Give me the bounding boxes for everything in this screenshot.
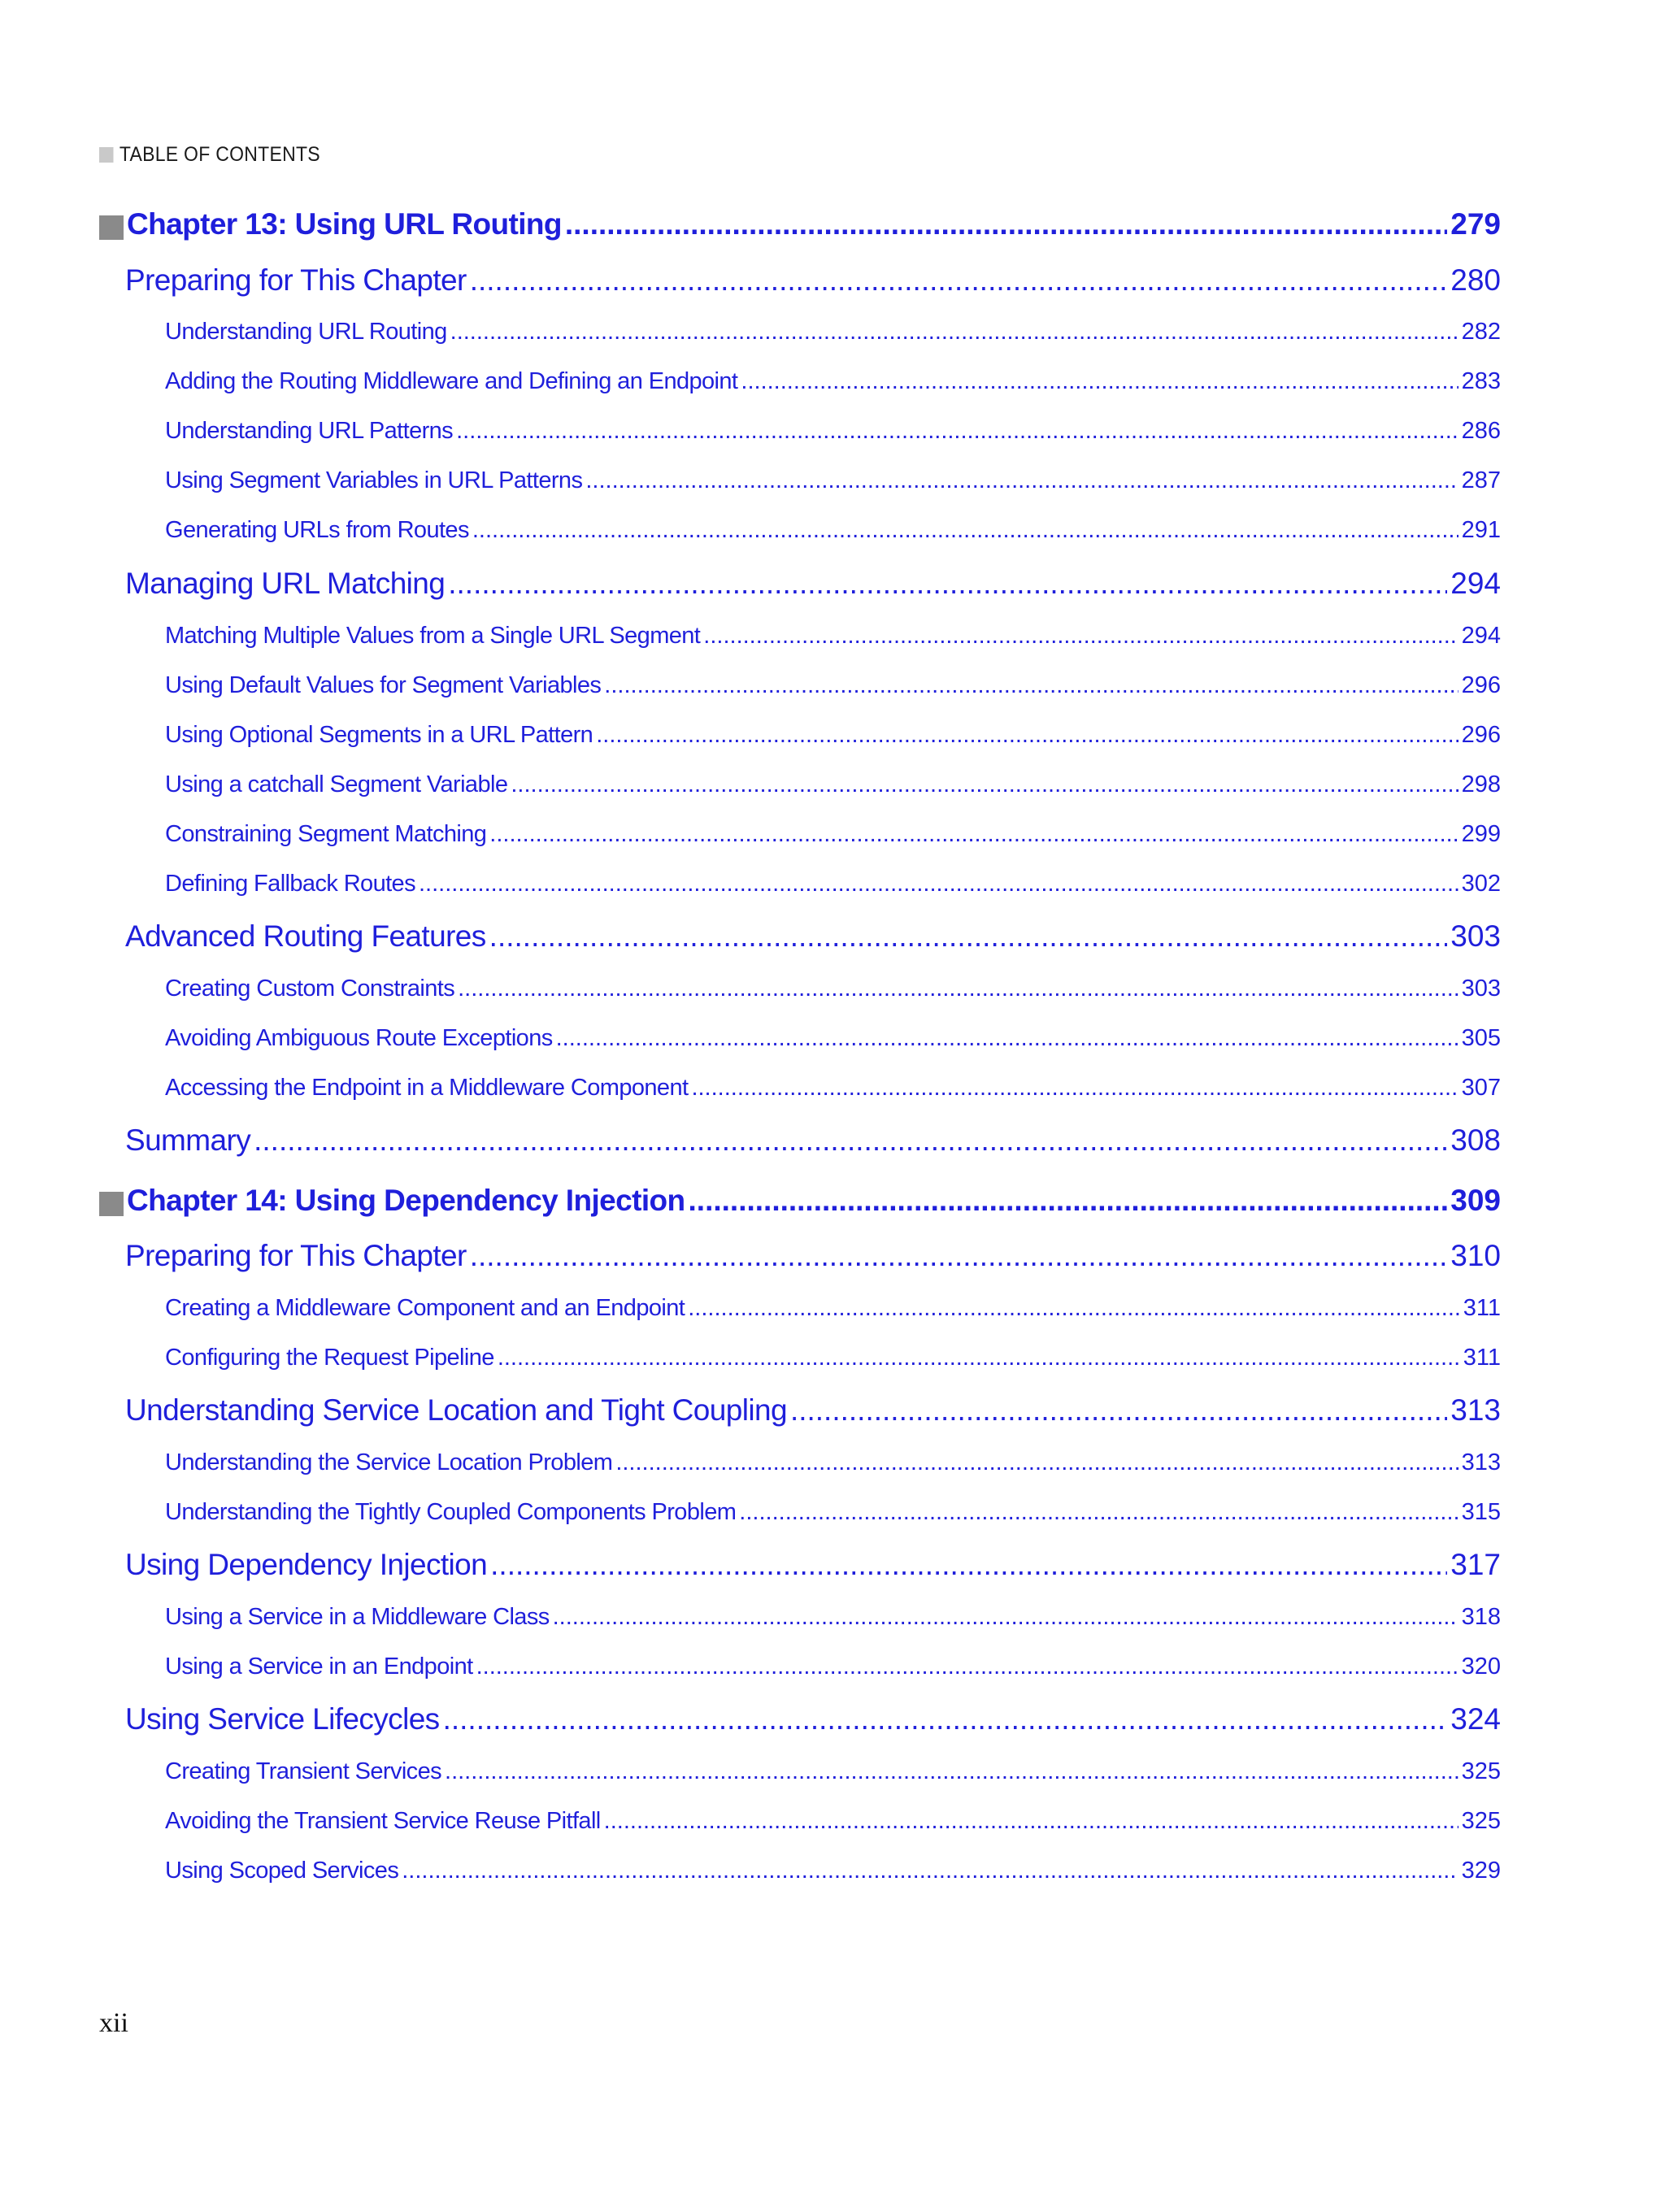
- page-number: xii: [99, 2008, 128, 2038]
- header-square-icon: [99, 147, 113, 163]
- dot-leader: [402, 1858, 1458, 1884]
- toc-entry-title: Understanding Service Location and Tight Coupling: [125, 1393, 787, 1427]
- toc-entry-sub[interactable]: [165, 1499, 1501, 1532]
- toc-entry-section[interactable]: [125, 567, 1501, 607]
- toc-entry-page: 303: [1450, 919, 1501, 953]
- dot-leader: [458, 976, 1458, 1002]
- toc-entry-sub[interactable]: [165, 821, 1501, 854]
- toc-entry-page: 283: [1461, 368, 1501, 394]
- toc-entry-title: Creating Transient Services: [165, 1758, 442, 1784]
- toc-entry-title: Defining Fallback Routes: [165, 871, 415, 897]
- toc-entry-page: 313: [1450, 1393, 1501, 1427]
- dot-leader: [688, 1295, 1460, 1322]
- toc-entry-title: Understanding the Service Location Problem: [165, 1449, 613, 1475]
- toc-entry-page: 298: [1461, 771, 1501, 797]
- toc-entry-page: 317: [1450, 1548, 1501, 1581]
- dot-leader: [476, 1654, 1459, 1680]
- toc-entry-title: Using Optional Segments in a URL Pattern: [165, 722, 593, 748]
- toc-entry-sub[interactable]: [165, 1449, 1501, 1482]
- toc-entry-sub[interactable]: [165, 368, 1501, 401]
- dot-leader: [445, 1758, 1459, 1785]
- toc-entry-page: 311: [1463, 1345, 1501, 1371]
- toc-entry-page: 294: [1461, 623, 1501, 649]
- toc-entry-sub[interactable]: [165, 1345, 1501, 1377]
- toc-entry-page: 296: [1461, 672, 1501, 698]
- toc-entry-title: Constraining Segment Matching: [165, 821, 487, 847]
- toc-entry-sub[interactable]: [165, 1025, 1501, 1058]
- toc-entry-page: 294: [1450, 567, 1501, 600]
- toc-entry-title: Using Dependency Injection: [125, 1548, 488, 1581]
- running-header-text: TABLE OF CONTENTS: [119, 143, 320, 166]
- toc-entry-page: 320: [1461, 1654, 1501, 1680]
- toc-entry-page: 307: [1461, 1075, 1501, 1101]
- dot-leader: [490, 1548, 1447, 1582]
- toc-entry-title: Advanced Routing Features: [125, 919, 486, 953]
- toc-entry-section[interactable]: [125, 1702, 1501, 1743]
- toc-entry-title: Understanding the Tightly Coupled Components Problem: [165, 1499, 737, 1525]
- toc-entry-sub[interactable]: [165, 517, 1501, 550]
- toc-entry-chapter[interactable]: [99, 1184, 1501, 1224]
- toc-entry-page: 309: [1450, 1184, 1501, 1217]
- dot-leader: [489, 919, 1448, 954]
- toc-entry-sub[interactable]: [165, 976, 1501, 1008]
- toc-entry-page: 318: [1461, 1604, 1501, 1630]
- toc-entry-title: Using Scoped Services: [165, 1858, 399, 1884]
- toc-entry-page: 282: [1461, 319, 1501, 345]
- dot-leader: [470, 1239, 1448, 1273]
- toc-entry-sub[interactable]: [165, 722, 1501, 754]
- dot-leader: [450, 319, 1459, 345]
- dot-leader: [703, 623, 1458, 650]
- toc-entry-title: Using Default Values for Segment Variables: [165, 672, 602, 698]
- dot-leader: [691, 1075, 1458, 1102]
- toc-entry-page: 305: [1461, 1025, 1501, 1051]
- toc-entry-sub[interactable]: [165, 1295, 1501, 1328]
- dot-leader: [741, 368, 1458, 395]
- toc-entry-title: Using Service Lifecycles: [125, 1702, 440, 1736]
- toc-entry-page: 325: [1461, 1808, 1501, 1834]
- toc-entry-section[interactable]: [125, 263, 1501, 304]
- dot-leader: [419, 871, 1459, 897]
- dot-leader: [511, 771, 1458, 798]
- toc-entry-title: Using Segment Variables in URL Patterns: [165, 467, 583, 493]
- toc-entry-page: 302: [1461, 871, 1501, 897]
- running-header: [99, 143, 320, 167]
- toc-entry-section[interactable]: [125, 1239, 1501, 1280]
- toc-entry-sub[interactable]: [165, 623, 1501, 655]
- toc-entry-sub[interactable]: [165, 672, 1501, 705]
- dot-leader: [448, 567, 1447, 601]
- toc-entry-sub[interactable]: [165, 1654, 1501, 1686]
- toc-entry-title: Understanding URL Patterns: [165, 418, 454, 444]
- toc-entry-page: 329: [1461, 1858, 1501, 1884]
- toc-entry-page: 299: [1461, 821, 1501, 847]
- toc-entry-title: Avoiding the Transient Service Reuse Pitfall: [165, 1808, 601, 1834]
- chapter-square-icon: [99, 215, 124, 240]
- dot-leader: [498, 1345, 1460, 1371]
- toc-entry-sub[interactable]: [165, 467, 1501, 500]
- toc-entry-section[interactable]: [125, 1393, 1501, 1434]
- toc-entry-page: 315: [1461, 1499, 1501, 1525]
- toc-entry-title: Accessing the Endpoint in a Middleware Component: [165, 1075, 689, 1101]
- toc-entry-page: 280: [1450, 263, 1501, 297]
- dot-leader: [470, 263, 1448, 298]
- dot-leader: [456, 418, 1459, 445]
- chapter-square-icon: [99, 1192, 124, 1216]
- toc-entry-title: Creating Custom Constraints: [165, 976, 455, 1002]
- toc-entry-sub[interactable]: [165, 319, 1501, 351]
- toc-entry-title: Understanding URL Routing: [165, 319, 447, 345]
- toc-entry-section[interactable]: [125, 1123, 1501, 1164]
- toc-entry-page: 287: [1461, 467, 1501, 493]
- toc-entry-title: Generating URLs from Routes: [165, 517, 469, 543]
- toc-entry-page: 286: [1461, 418, 1501, 444]
- dot-leader: [585, 467, 1458, 494]
- dot-leader: [565, 207, 1447, 241]
- toc-entry-page: 324: [1450, 1702, 1501, 1736]
- toc-entry-chapter[interactable]: [99, 207, 1501, 248]
- toc-entry-title: Preparing for This Chapter: [125, 1239, 467, 1272]
- toc-entry-title: Preparing for This Chapter: [125, 263, 467, 297]
- dot-leader: [739, 1499, 1458, 1526]
- dot-leader: [489, 821, 1458, 848]
- dot-leader: [615, 1449, 1458, 1476]
- toc-entry-title: Managing URL Matching: [125, 567, 446, 600]
- toc-entry-title: Using a catchall Segment Variable: [165, 771, 508, 797]
- toc-entry-sub[interactable]: [165, 771, 1501, 804]
- toc-entry-section[interactable]: [125, 919, 1501, 960]
- toc-entry-section[interactable]: [125, 1548, 1501, 1588]
- toc-entry-page: 279: [1450, 207, 1501, 241]
- dot-leader: [254, 1123, 1447, 1158]
- toc-entry-title: Configuring the Request Pipeline: [165, 1345, 494, 1371]
- toc-entry-title: Chapter 13: Using URL Routing: [127, 207, 562, 241]
- toc-entry-page: 303: [1461, 976, 1501, 1002]
- toc-entry-page: 310: [1450, 1239, 1501, 1272]
- toc-entry-title: Creating a Middleware Component and an Endpoint: [165, 1295, 685, 1321]
- toc-entry-sub[interactable]: [165, 1604, 1501, 1636]
- toc-entry-title: Chapter 14: Using Dependency Injection: [127, 1184, 685, 1217]
- toc-entry-sub[interactable]: [165, 1858, 1501, 1890]
- dot-leader: [596, 722, 1458, 749]
- toc-entry-sub[interactable]: [165, 871, 1501, 903]
- dot-leader: [689, 1184, 1448, 1218]
- toc-entry-title: Adding the Routing Middleware and Defining an Endpoint: [165, 368, 738, 394]
- toc-entry-page: 313: [1461, 1449, 1501, 1475]
- dot-leader: [556, 1025, 1459, 1052]
- toc-entry-page: 291: [1461, 517, 1501, 543]
- toc-entry-sub[interactable]: [165, 418, 1501, 450]
- dot-leader: [604, 672, 1458, 699]
- dot-leader: [472, 517, 1459, 544]
- toc-entry-sub[interactable]: [165, 1808, 1501, 1840]
- toc-entry-page: 325: [1461, 1758, 1501, 1784]
- dot-leader: [790, 1393, 1447, 1428]
- toc-entry-title: Matching Multiple Values from a Single URL Segment: [165, 623, 701, 649]
- toc-entry-title: Summary: [125, 1123, 251, 1157]
- toc-entry-sub[interactable]: [165, 1758, 1501, 1791]
- toc-entry-sub[interactable]: [165, 1075, 1501, 1107]
- toc-entry-title: Avoiding Ambiguous Route Exceptions: [165, 1025, 553, 1051]
- toc-entry-page: 308: [1450, 1123, 1501, 1157]
- toc-entry-title: Using a Service in an Endpoint: [165, 1654, 473, 1680]
- dot-leader: [553, 1604, 1459, 1631]
- toc-entry-page: 296: [1461, 722, 1501, 748]
- toc-entry-title: Using a Service in a Middleware Class: [165, 1604, 550, 1630]
- toc-entry-page: 311: [1463, 1295, 1501, 1321]
- dot-leader: [604, 1808, 1459, 1835]
- dot-leader: [443, 1702, 1448, 1736]
